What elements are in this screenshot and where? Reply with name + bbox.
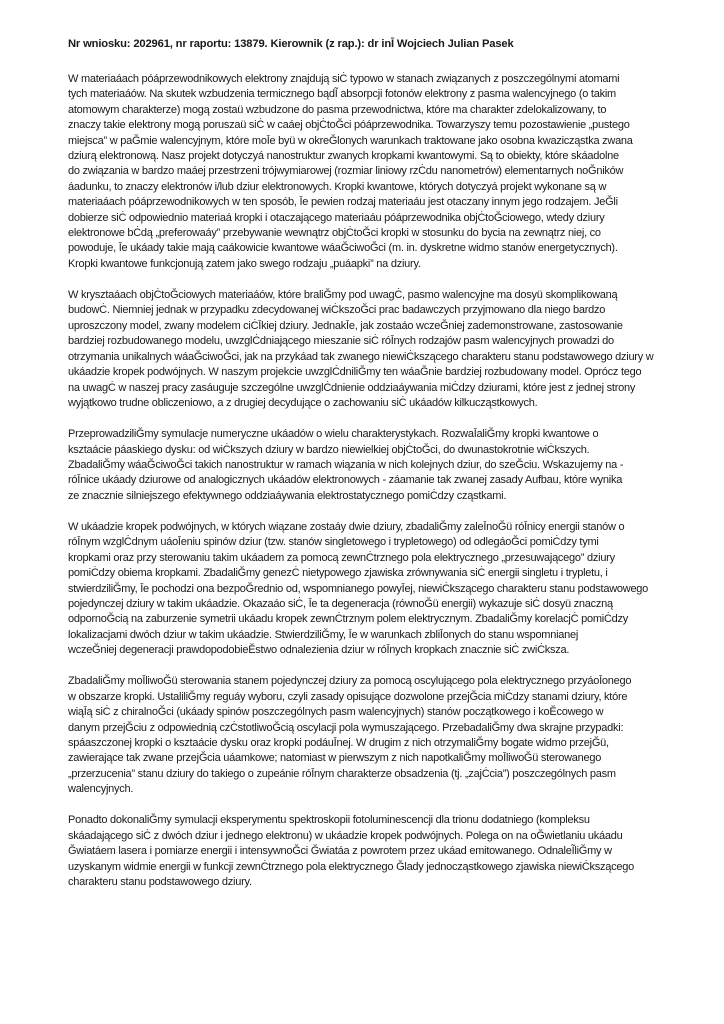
report-header: Nr wniosku: 202961, nr raportu: 13879. Kierownik (z rap.): dr inĪ Wojciech Julian Pasek	[68, 38, 514, 50]
text-line: dziurą elektronową. Nasz projekt dotyczyá nanostruktur zwanych kropkami kwantowymi. Są to obiekty, które skáadolne	[68, 150, 619, 163]
text-line: na uwagĊ w naszej pracy zasáuguje szczególne uwzglĊdnienie oddziaáywania miĊdzy dziurami, które jest z jednej strony	[68, 381, 636, 394]
text-line: charakteru stanu podstawowego dziury.	[68, 876, 252, 889]
text-line: róĪnice ukáady dziurowe od analogicznych ukáadów elektronowych - záamanie tak zwanej zasady Aufbau, które wynika	[68, 474, 623, 487]
text-line: „przerzucenia” stanu dziury do takiego o zupeánie róĪnym charakterze obsadzenia (tj. „zajĊcia”) poszczególnych pasm	[68, 767, 616, 780]
text-line: walencyjnych.	[68, 783, 134, 796]
text-line: ZbadaliĞmy moĪliwoĞü sterowania stanem pojedynczej dziury za pomocą oscylującego pola elektrycznego przyáoĪonego	[68, 675, 632, 688]
text-line: ZbadaliĞmy wáaĞciwoĞci takich nanostruktur w ramach wiązania w nich kolejnych dziur, do szeĞciu. Wskazujemy na -	[68, 458, 624, 471]
text-line: bardziej rozbudowanego modelu, uwzglĊdniającego mieszanie siĊ róĪnych rodzajów pasm walencyjnych prowadzi do	[68, 335, 614, 348]
text-line: W krysztaáach objĊtoĞciowych materiaáów, które braliĞmy pod uwagĊ, pasmo walencyjne ma dosyü skomplikowaną	[68, 289, 618, 302]
text-line: Kropki kwantowe funkcjonują zatem jako swego rodzaju „puáapki” na dziury.	[68, 257, 421, 270]
text-line: danym przejĞciu z odpowiednią czĊstotliwoĞcią oscylacji pola wymuszającego. PrzebadaliĞmy dwa skrajne przypadki:	[68, 721, 624, 734]
text-line: materiaáach póáprzewodnikowych w ten sposób, Īe pewien rodzaj materiaáu jest otaczany innym jego rodzajem. JeĞli	[68, 196, 618, 209]
text-line: kropkami oraz przy sterowaniu takim ukáadem za pomocą zewnĊtrznego pola elektrycznego „przesuwającego” dziury	[68, 551, 615, 564]
paragraph-field-control	[68, 674, 668, 797]
text-line: ukáadzie kropek podwójnych. W naszym projekcie uwzglĊdniliĞmy ten wáaĞnie bardziej rozbudowany model. Oprócz tego	[68, 366, 642, 379]
text-line: znaczy takie elektrony mogą poruszaü siĊ w caáej objĊtoĞci póáprzewodnika. Towarzyszy temu pozostawienie „pustego	[68, 119, 630, 132]
paragraph-double-dots	[68, 520, 668, 659]
text-line: róĪnym wzglĊdnym uáoĪeniu spinów dziur (tzw. stanów singletowego i trypletowego) od odlegáoĞci pomiĊdzy tymi	[68, 536, 599, 549]
text-line: miejsca” w paĞmie walencyjnym, które moĪe byü w okreĞlonych warunkach traktowane jako osobna kwazicząstka zwana	[68, 134, 633, 147]
text-line: W ukáadzie kropek podwójnych, w których wiązane zostaáy dwie dziury, zbadaliĞmy zaleĪnoĞü róĪnicy energii stanów o	[68, 520, 625, 533]
text-line: pojedynczej dziury w takim ukáadzie. Okazaáo siĊ, Īe ta degeneracja (równoĞü energii) wykazuje siĊ dosyü znaczną	[68, 597, 613, 610]
text-line: stwierdziliĞmy, Īe pochodzi ona bezpoĞrednio od, wspomnianego powyĪej, niewiĊkszącego charakteru stanu podstawowego	[68, 582, 649, 595]
paragraph-photoluminescence	[68, 813, 668, 890]
text-line: pomiĊdzy obiema kropkami. ZbadaliĞmy genezĊ nietypowego zjawiska zrównywania siĊ energii singletu i trypletu, i	[68, 567, 608, 580]
text-line: uzyskanym widmie energii w funkcji zewnĊtrznego pola elektrycznego Ğlady jednocząstkowego zjawiska niewiĊkszącego	[68, 860, 635, 873]
text-line: odpornoĞcią na zaburzenie symetrii ukáadu kropek zewnĊtrznym polem elektrycznym. ZbadaliĞmy korelacjĊ pomiĊdzy	[68, 613, 629, 626]
text-line: Ponadto dokonaliĞmy symulacji eksperymentu spektroskopii fotoluminescencji dla trionu dodatniego (kompleksu	[68, 814, 590, 827]
paragraph-valence-band	[68, 288, 668, 411]
text-line: wyjątkowo trudne obliczeniowo, a z drugiej decydujące o zachowaniu siĊ ukáadów kilkucząstkowych.	[68, 396, 538, 409]
text-line: budowĊ. Niemniej jednak w przypadku zdecydowanej wiĊkszoĞci prac badawczych przyjmowano dla niego bardzo	[68, 304, 606, 317]
text-line: áadunku, to znaczy elektronów i/lub dziur elektronowych. Kropki kwantowe, których dotyczyá projekt wykonane są w	[68, 180, 607, 193]
text-line: do związania w bardzo maáej przestrzeni trójwymiarowej (rozmiar liniowy rzĊdu nanometrów) elementarnych noĞników	[68, 165, 624, 178]
text-line: w obszarze kropki. UstaliliĞmy reguáy wyboru, czyli zasady opisujące dozwolone przejĞcia miĊdzy stanami dziury, które	[68, 690, 628, 703]
paragraph-intro-holes	[68, 72, 668, 272]
text-line: wiąĪą siĊ z chiralnoĞci (ukáady spinów poszczególnych pasm walencyjnych) stanów początkowego i koĔcowego w	[68, 706, 604, 719]
text-line: dobierze siĊ odpowiednio materiaá kropki i otaczającego materiaáu póáprzewodnika objĊtoĞciowego, wtedy dziury	[68, 211, 605, 224]
text-line: ze znacznie silniejszego efektywnego oddziaáywania elektrostatycznego pomiĊdzy cząstkami.	[68, 489, 507, 502]
text-line: tych materiaáów. Na skutek wzbudzenia termicznego bądĨ absorpcji fotonów elektrony z pasma walencyjnego (o takim	[68, 88, 616, 101]
text-line: otrzymania unikalnych wáaĞciwoĞci, jak na przykáad tak zwanego niewiĊkszącego charakteru stanu podstawowego dziury w	[68, 350, 654, 363]
text-line: lokalizacjami dwóch dziur w takim ukáadzie. StwierdziliĞmy, Īe w warunkach zbliĪonych do stanu wspomnianej	[68, 628, 579, 641]
text-line: zawierające tak zwane przejĞcia uáamkowe; natomiast w pierwszym z nich napotkaliĞmy moĪliwoĞü sterowanego	[68, 752, 602, 765]
text-line: wczeĞniej degeneracji prawdopodobieĔstwo odnalezienia dziur w róĪnych kropkach znacznie siĊ zwiĊksza.	[68, 644, 570, 657]
text-line: W materiaáach póáprzewodnikowych elektrony znajdują siĊ typowo w stanach związanych z poszczególnymi atomami	[68, 73, 620, 85]
text-line: ksztaácie páaskiego dysku: od wiĊkszych dziury w bardzo niewielkiej objĊtoĞci, do dwunastokrotnie wiĊkszych.	[68, 443, 590, 456]
text-line: PrzeprowadziliĞmy symulacje numeryczne ukáadów o wielu charakterystykach. RozwaĪaliĞmy kropki kwantowe o	[68, 428, 599, 441]
text-line: uproszczony model, zwany modelem ciĊĪkiej dziury. JednakĪe, jak zostaáo wczeĞniej zademonstrowane, zastosowanie	[68, 319, 623, 332]
report-body	[68, 72, 668, 906]
text-line: elektronowe bĊdą „preferowaáy” przebywanie wewnątrz objĊtoĞci kropki w stosunku do bycia na zewnątrz niej, co	[68, 227, 601, 240]
text-line: Ğwiatáem lasera i pomiarze energii i intensywnoĞci Ğwiatáa z powrotem przez ukáad emitowanego. OdnaleĨliĞmy w	[68, 845, 612, 858]
text-line: spáaszczonej kropki o ksztaácie dysku oraz kropki podáuĪnej. W drugim z nich otrzymaliĞmy bogate widmo przejĞü,	[68, 737, 609, 750]
text-line: skáadającego siĊ z dwóch dziur i jednego elektronu) w ukáadzie kropek podwójnych. Polega on na oĞwietlaniu ukáadu	[68, 829, 623, 842]
paragraph-simulations	[68, 427, 668, 504]
text-line: powoduje, Īe ukáady takie mają caákowicie kwantowe wáaĞciwoĞci (m. in. dyskretne widmo stanów energetycznych).	[68, 242, 618, 255]
text-line: atomowym charakterze) mogą zostaü wzbudzone do pasma przewodnictwa, które ma charakter zdelokalizowany, to	[68, 103, 607, 116]
